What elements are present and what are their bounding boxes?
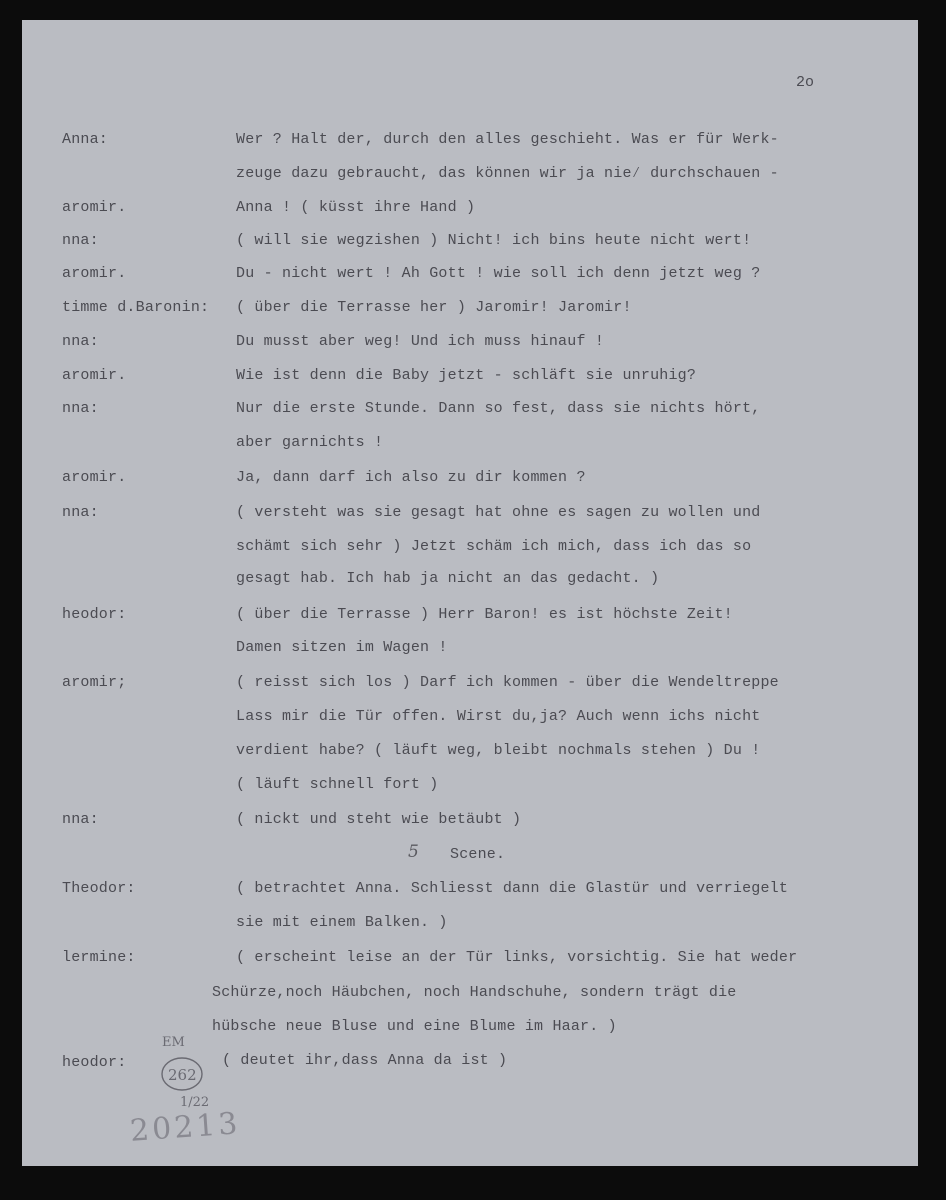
script-line-15-text: ( über die Terrasse ) Herr Baron! es ist höchste Zeit! bbox=[236, 606, 733, 623]
script-line-5-speaker: aromir. bbox=[62, 265, 127, 282]
script-line-24-text: sie mit einem Balken. ) bbox=[236, 914, 448, 931]
script-line-16-text: Damen sitzen im Wagen ! bbox=[236, 639, 448, 656]
script-line-15-speaker: heodor: bbox=[62, 606, 127, 623]
typescript-page bbox=[22, 20, 918, 1166]
script-line-25-text: ( erscheint leise an der Tür links, vorsichtig. Sie hat weder bbox=[236, 949, 798, 966]
script-line-21-speaker: nna: bbox=[62, 811, 99, 828]
script-line-2-text: zeuge dazu gebraucht, das können wir ja nie⁄ durchschauen - bbox=[236, 165, 779, 182]
script-line-23-text: ( betrachtet Anna. Schliesst dann die Glastür und verriegelt bbox=[236, 880, 789, 897]
script-line-26-text: Schürze,noch Häubchen, noch Handschuhe, sondern trägt die bbox=[212, 984, 737, 1001]
archive-stamp bbox=[156, 1030, 226, 1110]
script-line-11-speaker: aromir. bbox=[62, 469, 127, 486]
page-number: 2o bbox=[796, 74, 815, 91]
script-line-4-speaker: nna: bbox=[62, 232, 99, 249]
script-line-7-text: Du musst aber weg! Und ich muss hinauf ! bbox=[236, 333, 605, 350]
script-line-6-speaker: timme d.Baronin: bbox=[62, 299, 210, 316]
script-line-17-text: ( reisst sich los ) Darf ich kommen - über die Wendeltreppe bbox=[236, 674, 779, 691]
script-line-4-text: ( will sie wegzishen ) Nicht! ich bins heute nicht wert! bbox=[236, 232, 752, 249]
script-line-17-speaker: aromir; bbox=[62, 674, 127, 691]
script-line-8-text: Wie ist denn die Baby jetzt - schläft sie unruhig? bbox=[236, 367, 697, 384]
script-line-12-text: ( versteht was sie gesagt hat ohne es sagen zu wollen und bbox=[236, 504, 761, 521]
script-line-20-text: ( läuft schnell fort ) bbox=[236, 776, 439, 793]
script-line-6-text: ( über die Terrasse her ) Jaromir! Jaromir! bbox=[236, 299, 632, 316]
script-line-18-text: Lass mir die Tür offen. Wirst du,ja? Auch wenn ichs nicht bbox=[236, 708, 761, 725]
archive-number: 20213 bbox=[128, 1106, 242, 1149]
script-line-28-speaker: heodor: bbox=[62, 1054, 127, 1071]
script-line-19-text: verdient habe? ( läuft weg, bleibt nochmals stehen ) Du ! bbox=[236, 742, 761, 759]
script-line-14-text: gesagt hab. Ich hab ja nicht an das gedacht. ) bbox=[236, 570, 660, 587]
script-line-7-speaker: nna: bbox=[62, 333, 99, 350]
script-line-1-speaker: Anna: bbox=[62, 131, 109, 148]
script-line-12-speaker: nna: bbox=[62, 504, 99, 521]
script-line-3-text: Anna ! ( küsst ihre Hand ) bbox=[236, 199, 476, 216]
script-line-28-text: ( deutet ihr,dass Anna da ist ) bbox=[222, 1052, 508, 1069]
script-line-21-text: ( nickt und steht wie betäubt ) bbox=[236, 811, 522, 828]
script-line-9-speaker: nna: bbox=[62, 400, 99, 417]
svg-text:1/22: 1/22 bbox=[180, 1095, 210, 1110]
script-line-3-speaker: aromir. bbox=[62, 199, 127, 216]
svg-text:EM: EM bbox=[162, 1035, 185, 1050]
script-line-10-text: aber garnichts ! bbox=[236, 434, 384, 451]
scene-heading: Scene. bbox=[450, 846, 506, 863]
script-line-1-text: Wer ? Halt der, durch den alles geschieht. Was er für Werk- bbox=[236, 131, 779, 148]
script-line-27-text: hübsche neue Bluse und eine Blume im Haar. ) bbox=[212, 1018, 617, 1035]
script-line-9-text: Nur die erste Stunde. Dann so fest, dass sie nichts hört, bbox=[236, 400, 761, 417]
script-line-13-text: schämt sich sehr ) Jetzt schäm ich mich, dass ich das so bbox=[236, 538, 752, 555]
scene-number-handwritten: 5 bbox=[408, 842, 419, 862]
script-line-25-speaker: lermine: bbox=[62, 949, 136, 966]
svg-text:262: 262 bbox=[168, 1066, 197, 1084]
script-line-23-speaker: Theodor: bbox=[62, 880, 136, 897]
script-line-8-speaker: aromir. bbox=[62, 367, 127, 384]
script-line-5-text: Du - nicht wert ! Ah Gott ! wie soll ich denn jetzt weg ? bbox=[236, 265, 761, 282]
script-line-11-text: Ja, dann darf ich also zu dir kommen ? bbox=[236, 469, 586, 486]
